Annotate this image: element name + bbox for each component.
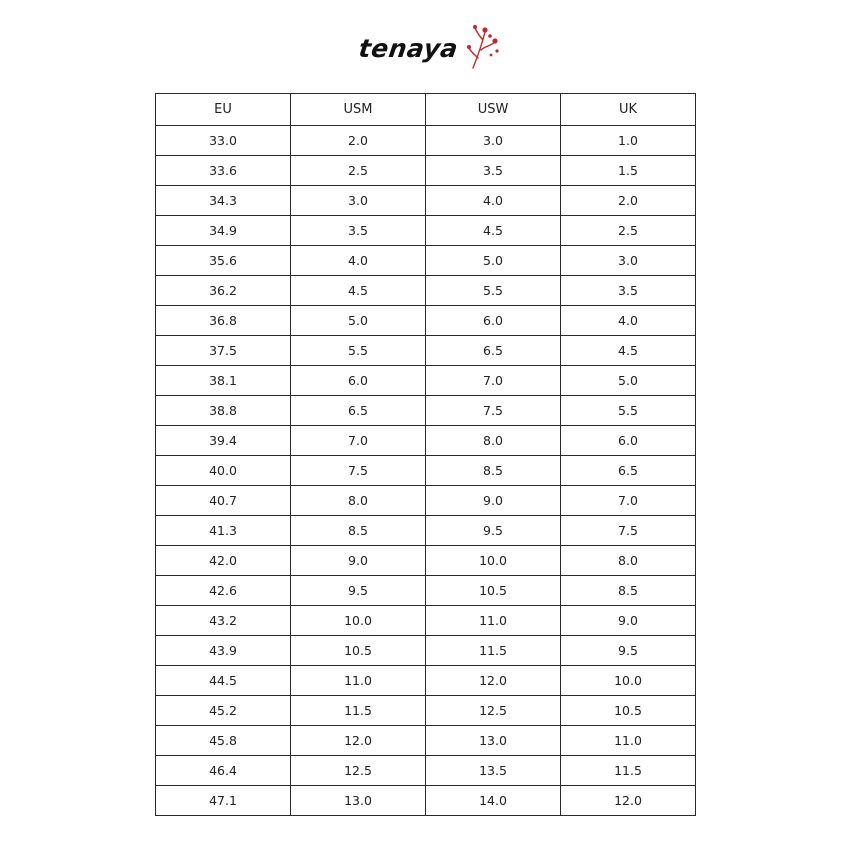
table-row <box>156 696 696 726</box>
cell-eu: 33.6 <box>156 156 291 186</box>
cell-eu: 43.9 <box>156 636 291 666</box>
cell-usw: 4.0 <box>426 186 561 216</box>
cell-usm: 3.0 <box>291 186 426 216</box>
cell-usw: 7.5 <box>426 396 561 426</box>
table-row <box>156 276 696 306</box>
cell-eu: 34.9 <box>156 216 291 246</box>
cell-eu: 47.1 <box>156 786 291 816</box>
cell-usm: 6.0 <box>291 366 426 396</box>
cell-usm: 9.5 <box>291 576 426 606</box>
cell-eu: 41.3 <box>156 516 291 546</box>
cell-uk: 1.0 <box>561 126 696 156</box>
cell-uk: 5.0 <box>561 366 696 396</box>
cell-usm: 11.0 <box>291 666 426 696</box>
table-header-row <box>156 94 696 126</box>
cell-usm: 12.5 <box>291 756 426 786</box>
cell-usw: 9.5 <box>426 516 561 546</box>
cell-uk: 8.0 <box>561 546 696 576</box>
cell-usw: 3.0 <box>426 126 561 156</box>
cell-usw: 8.5 <box>426 456 561 486</box>
cell-eu: 37.5 <box>156 336 291 366</box>
cell-usm: 13.0 <box>291 786 426 816</box>
cell-uk: 9.5 <box>561 636 696 666</box>
cell-eu: 46.4 <box>156 756 291 786</box>
cell-usw: 13.0 <box>426 726 561 756</box>
brand-logo-text: tenaya <box>356 34 461 63</box>
brand-logo <box>355 24 505 76</box>
cell-eu: 40.0 <box>156 456 291 486</box>
size-chart-table <box>155 93 696 816</box>
cell-uk: 7.0 <box>561 486 696 516</box>
cell-uk: 9.0 <box>561 606 696 636</box>
cell-usm: 5.0 <box>291 306 426 336</box>
column-header-uk: UK <box>561 94 696 126</box>
table-row <box>156 156 696 186</box>
cell-uk: 2.0 <box>561 186 696 216</box>
cell-usw: 13.5 <box>426 756 561 786</box>
cell-uk: 11.0 <box>561 726 696 756</box>
cell-uk: 12.0 <box>561 786 696 816</box>
cell-usw: 9.0 <box>426 486 561 516</box>
table-row <box>156 726 696 756</box>
cell-eu: 34.3 <box>156 186 291 216</box>
cell-usm: 12.0 <box>291 726 426 756</box>
cell-uk: 3.0 <box>561 246 696 276</box>
column-header-usw: USW <box>426 94 561 126</box>
cell-usm: 10.5 <box>291 636 426 666</box>
cell-eu: 33.0 <box>156 126 291 156</box>
cell-uk: 1.5 <box>561 156 696 186</box>
cell-usm: 8.5 <box>291 516 426 546</box>
cell-usm: 8.0 <box>291 486 426 516</box>
size-chart-body <box>156 126 696 816</box>
table-row <box>156 486 696 516</box>
cell-usw: 11.0 <box>426 606 561 636</box>
cell-eu: 42.6 <box>156 576 291 606</box>
cell-usw: 5.5 <box>426 276 561 306</box>
cell-uk: 10.0 <box>561 666 696 696</box>
table-row <box>156 306 696 336</box>
cell-uk: 4.0 <box>561 306 696 336</box>
cell-usw: 12.5 <box>426 696 561 726</box>
cell-usm: 9.0 <box>291 546 426 576</box>
cell-usw: 14.0 <box>426 786 561 816</box>
cell-usm: 2.0 <box>291 126 426 156</box>
cell-usm: 2.5 <box>291 156 426 186</box>
cell-usw: 4.5 <box>426 216 561 246</box>
table-row <box>156 576 696 606</box>
cell-usm: 3.5 <box>291 216 426 246</box>
table-row <box>156 396 696 426</box>
cell-eu: 35.6 <box>156 246 291 276</box>
cell-usm: 4.0 <box>291 246 426 276</box>
table-row <box>156 426 696 456</box>
cell-uk: 3.5 <box>561 276 696 306</box>
cell-usw: 8.0 <box>426 426 561 456</box>
cell-uk: 8.5 <box>561 576 696 606</box>
cell-usm: 10.0 <box>291 606 426 636</box>
table-row <box>156 516 696 546</box>
table-row <box>156 636 696 666</box>
table-row <box>156 126 696 156</box>
cell-usm: 5.5 <box>291 336 426 366</box>
cell-uk: 6.5 <box>561 456 696 486</box>
cell-uk: 4.5 <box>561 336 696 366</box>
cell-usm: 4.5 <box>291 276 426 306</box>
cell-eu: 40.7 <box>156 486 291 516</box>
table-row <box>156 606 696 636</box>
cell-usw: 10.0 <box>426 546 561 576</box>
cell-uk: 2.5 <box>561 216 696 246</box>
cell-eu: 38.8 <box>156 396 291 426</box>
table-row <box>156 756 696 786</box>
table-row <box>156 246 696 276</box>
cell-uk: 10.5 <box>561 696 696 726</box>
cell-usm: 7.5 <box>291 456 426 486</box>
table-row <box>156 366 696 396</box>
cell-usw: 12.0 <box>426 666 561 696</box>
table-row <box>156 186 696 216</box>
cell-eu: 36.8 <box>156 306 291 336</box>
cell-usw: 11.5 <box>426 636 561 666</box>
table-row <box>156 546 696 576</box>
table-row <box>156 336 696 366</box>
cell-usm: 11.5 <box>291 696 426 726</box>
cell-eu: 38.1 <box>156 366 291 396</box>
column-header-usm: USM <box>291 94 426 126</box>
flower-icon <box>467 24 501 70</box>
cell-usw: 3.5 <box>426 156 561 186</box>
table-row <box>156 666 696 696</box>
table-row <box>156 456 696 486</box>
cell-uk: 5.5 <box>561 396 696 426</box>
cell-eu: 44.5 <box>156 666 291 696</box>
cell-uk: 6.0 <box>561 426 696 456</box>
table-row <box>156 786 696 816</box>
cell-usm: 7.0 <box>291 426 426 456</box>
cell-eu: 36.2 <box>156 276 291 306</box>
cell-usw: 10.5 <box>426 576 561 606</box>
column-header-eu: EU <box>156 94 291 126</box>
cell-uk: 7.5 <box>561 516 696 546</box>
cell-usw: 7.0 <box>426 366 561 396</box>
cell-usw: 6.0 <box>426 306 561 336</box>
cell-usm: 6.5 <box>291 396 426 426</box>
cell-usw: 5.0 <box>426 246 561 276</box>
cell-eu: 45.8 <box>156 726 291 756</box>
cell-eu: 45.2 <box>156 696 291 726</box>
cell-eu: 43.2 <box>156 606 291 636</box>
cell-usw: 6.5 <box>426 336 561 366</box>
cell-eu: 39.4 <box>156 426 291 456</box>
table-row <box>156 216 696 246</box>
cell-uk: 11.5 <box>561 756 696 786</box>
cell-eu: 42.0 <box>156 546 291 576</box>
